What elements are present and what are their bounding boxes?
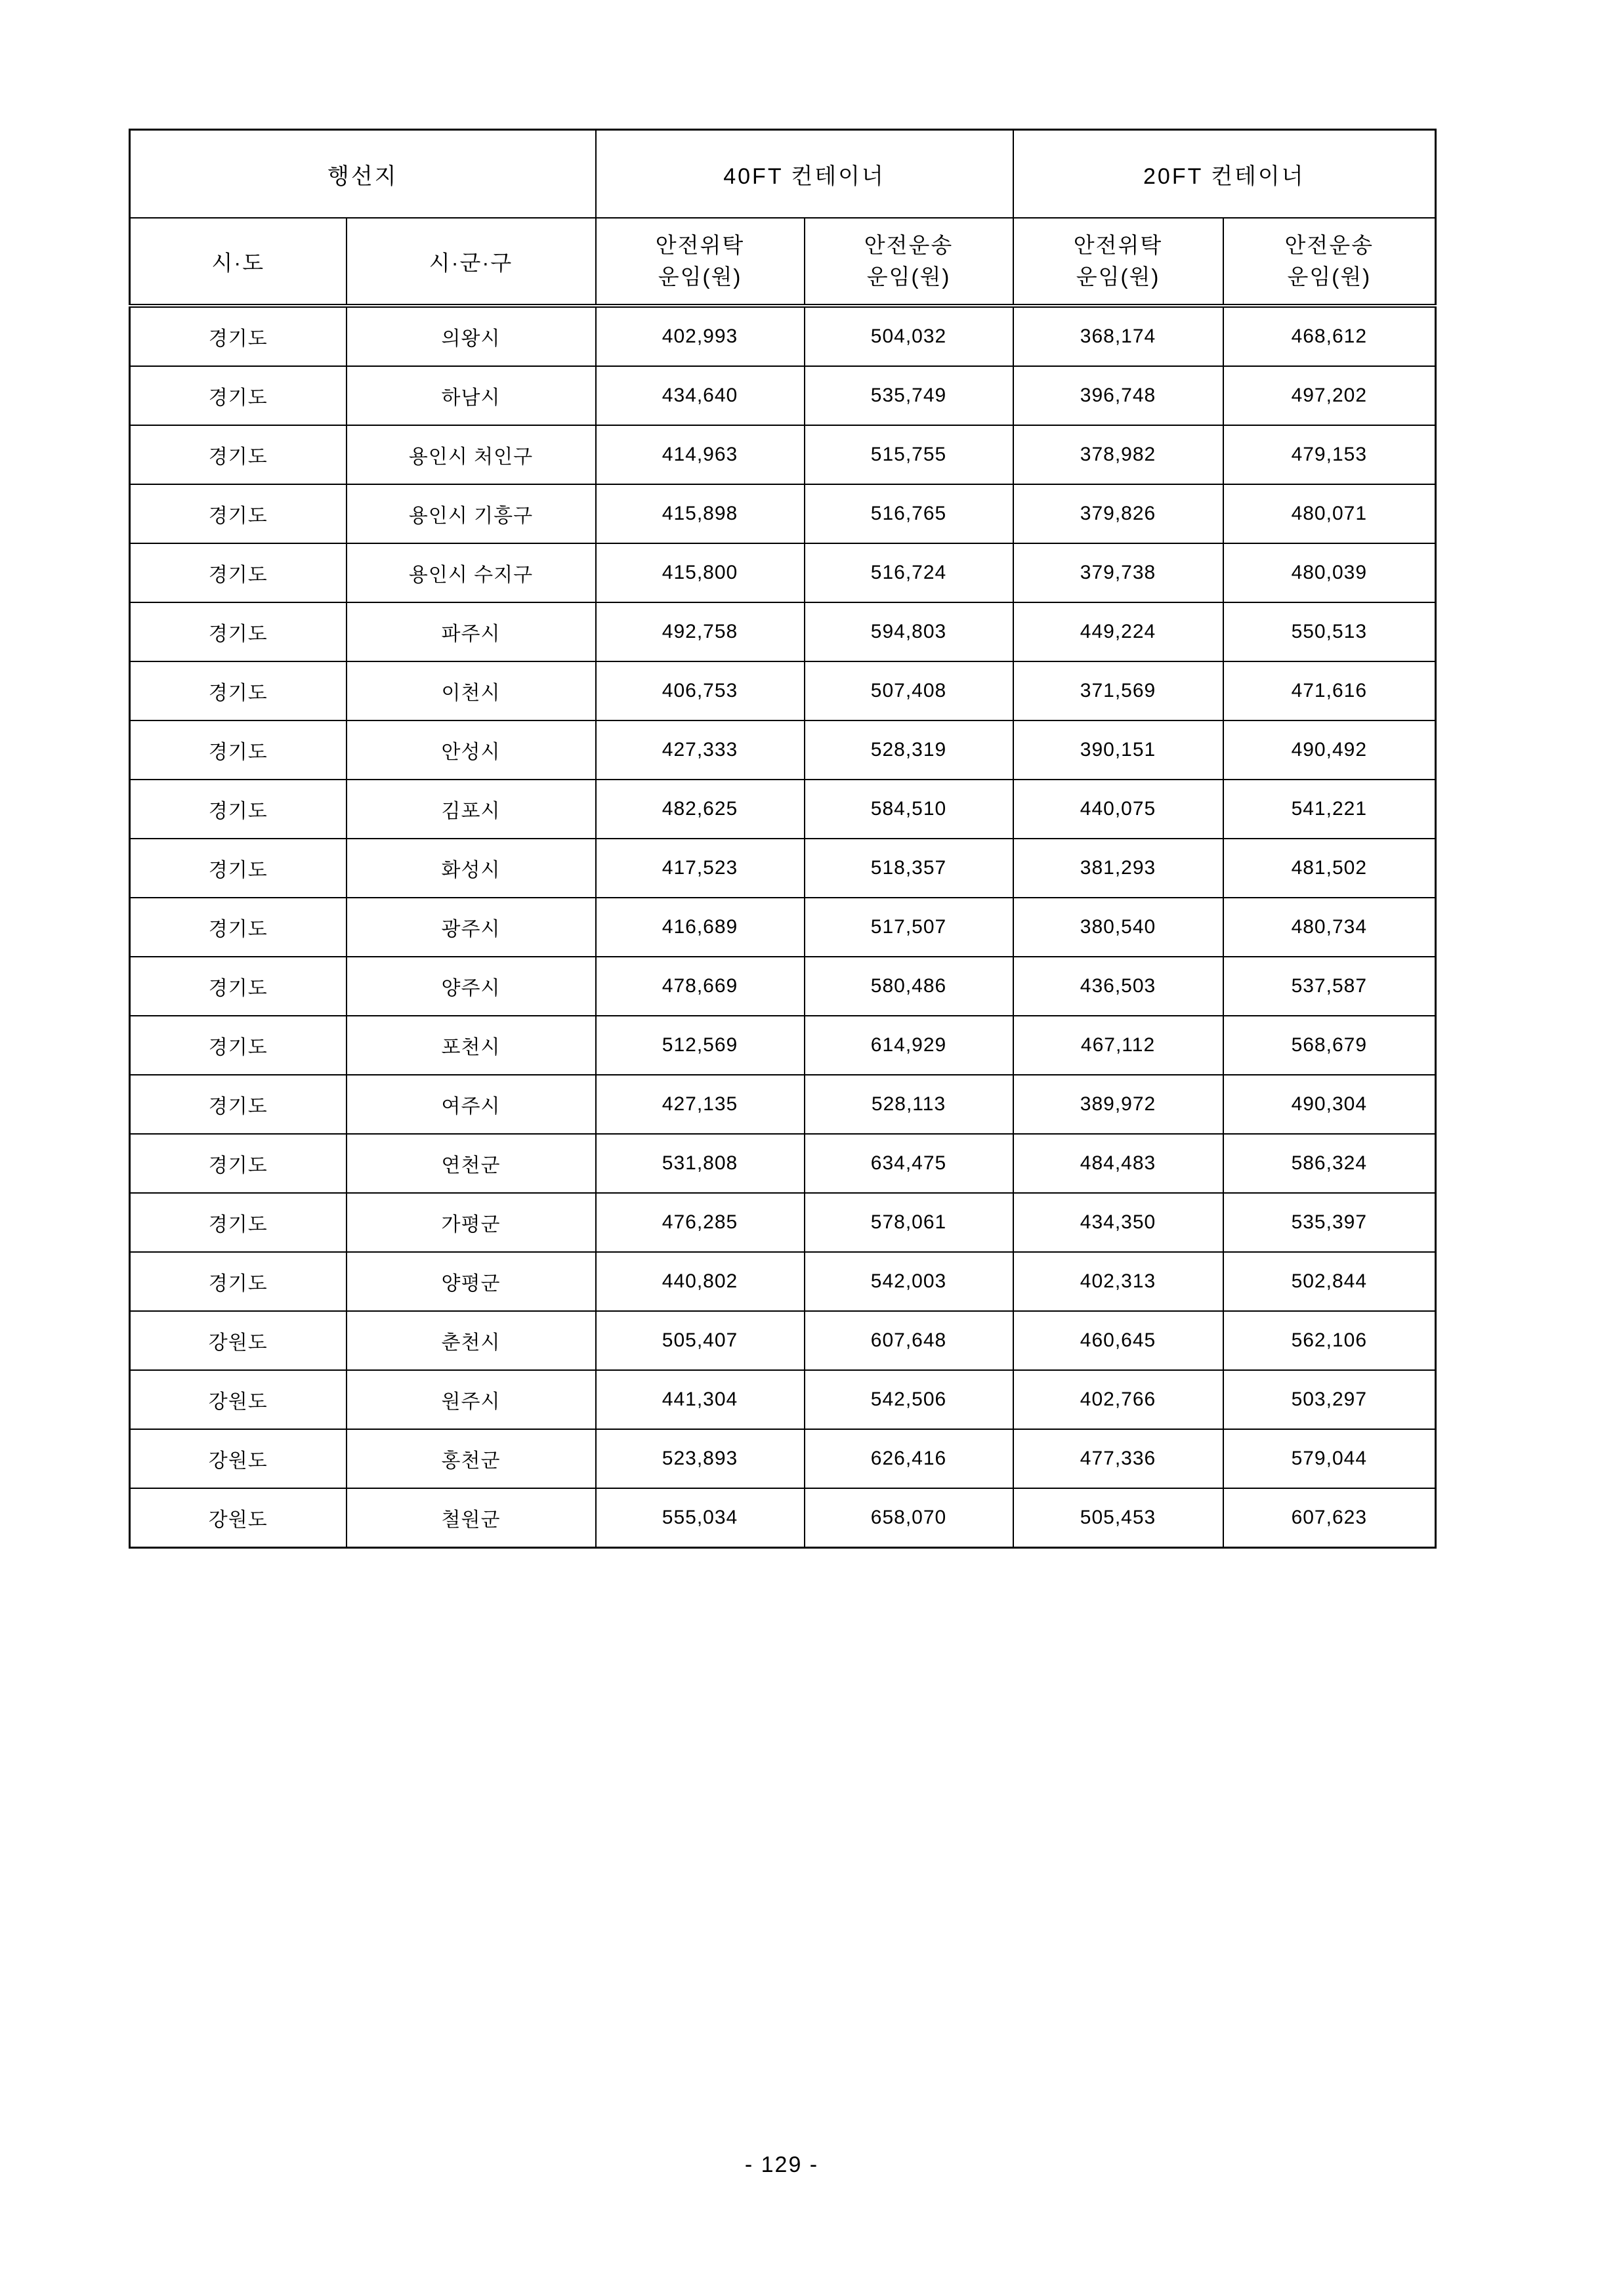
cell-sigungu: 가평군 (347, 1193, 596, 1252)
cell-20ft-transport-fare: 471,616 (1223, 661, 1436, 720)
cell-sigungu: 의왕시 (347, 306, 596, 366)
table-row (130, 780, 1436, 839)
cell-40ft-transport-fare: 634,475 (805, 1134, 1013, 1193)
table-row (130, 425, 1436, 484)
header-consign-label: 안전위탁 (655, 233, 745, 257)
cell-20ft-consign-fare: 381,293 (1013, 839, 1223, 898)
column-header-row (130, 218, 1436, 306)
cell-20ft-transport-fare: 490,304 (1223, 1075, 1436, 1134)
cell-sigungu: 홍천군 (347, 1429, 596, 1488)
cell-40ft-consign-fare: 427,135 (596, 1075, 805, 1134)
table-body (130, 306, 1436, 1548)
cell-20ft-consign-fare: 368,174 (1013, 306, 1223, 366)
cell-40ft-consign-fare: 402,993 (596, 306, 805, 366)
cell-sido: 경기도 (130, 957, 347, 1016)
cell-20ft-transport-fare: 537,587 (1223, 957, 1436, 1016)
cell-sigungu: 안성시 (347, 720, 596, 780)
cell-sigungu: 하남시 (347, 366, 596, 425)
cell-sigungu: 이천시 (347, 661, 596, 720)
cell-sido: 경기도 (130, 661, 347, 720)
cell-20ft-transport-fare: 586,324 (1223, 1134, 1436, 1193)
header-fare-unit-label: 운임(원) (866, 264, 951, 289)
cell-40ft-transport-fare: 517,507 (805, 898, 1013, 957)
cell-sido: 강원도 (130, 1488, 347, 1548)
cell-sido: 경기도 (130, 898, 347, 957)
cell-40ft-transport-fare: 542,003 (805, 1252, 1013, 1311)
cell-sido: 경기도 (130, 780, 347, 839)
cell-40ft-consign-fare: 492,758 (596, 602, 805, 661)
page-number: - 129 - (744, 2152, 819, 2177)
cell-sigungu: 김포시 (347, 780, 596, 839)
table-row (130, 661, 1436, 720)
cell-20ft-consign-fare: 440,075 (1013, 780, 1223, 839)
table-row (130, 1075, 1436, 1134)
cell-40ft-consign-fare: 414,963 (596, 425, 805, 484)
table-row (130, 1488, 1436, 1548)
cell-40ft-transport-fare: 515,755 (805, 425, 1013, 484)
cell-20ft-transport-fare: 468,612 (1223, 306, 1436, 366)
cell-20ft-transport-fare: 541,221 (1223, 780, 1436, 839)
cell-20ft-consign-fare: 389,972 (1013, 1075, 1223, 1134)
cell-40ft-consign-fare: 406,753 (596, 661, 805, 720)
cell-20ft-transport-fare: 490,492 (1223, 720, 1436, 780)
cell-sigungu: 포천시 (347, 1016, 596, 1075)
header-20ft-transport-fare (1223, 218, 1436, 306)
cell-sido: 경기도 (130, 1193, 347, 1252)
cell-sigungu: 광주시 (347, 898, 596, 957)
cell-sido: 경기도 (130, 720, 347, 780)
cell-40ft-transport-fare: 528,319 (805, 720, 1013, 780)
cell-40ft-transport-fare: 594,803 (805, 602, 1013, 661)
header-20ft-container: 20FT 컨테이너 (1013, 130, 1436, 219)
cell-sigungu: 양평군 (347, 1252, 596, 1311)
group-header-row (130, 130, 1436, 219)
header-transport-label: 안전운송 (864, 233, 954, 257)
table-row (130, 1370, 1436, 1429)
header-transport-label: 안전운송 (1284, 233, 1374, 257)
cell-40ft-transport-fare: 528,113 (805, 1075, 1013, 1134)
header-20ft-consign-fare (1013, 218, 1223, 306)
cell-20ft-consign-fare: 484,483 (1013, 1134, 1223, 1193)
cell-40ft-transport-fare: 507,408 (805, 661, 1013, 720)
cell-20ft-transport-fare: 550,513 (1223, 602, 1436, 661)
cell-40ft-consign-fare: 434,640 (596, 366, 805, 425)
cell-40ft-transport-fare: 584,510 (805, 780, 1013, 839)
cell-20ft-transport-fare: 497,202 (1223, 366, 1436, 425)
header-sido: 시·도 (130, 218, 347, 306)
table-row (130, 1134, 1436, 1193)
cell-sido: 경기도 (130, 306, 347, 366)
cell-20ft-transport-fare: 480,734 (1223, 898, 1436, 957)
cell-sido: 경기도 (130, 425, 347, 484)
cell-20ft-transport-fare: 480,039 (1223, 543, 1436, 602)
cell-20ft-consign-fare: 380,540 (1013, 898, 1223, 957)
header-sigungu: 시·군·구 (347, 218, 596, 306)
table-row (130, 898, 1436, 957)
cell-20ft-consign-fare: 436,503 (1013, 957, 1223, 1016)
table-row (130, 1429, 1436, 1488)
cell-20ft-consign-fare: 402,766 (1013, 1370, 1223, 1429)
table-row (130, 1016, 1436, 1075)
table-row (130, 720, 1436, 780)
cell-40ft-consign-fare: 476,285 (596, 1193, 805, 1252)
cell-40ft-consign-fare: 441,304 (596, 1370, 805, 1429)
cell-20ft-consign-fare: 379,826 (1013, 484, 1223, 543)
cell-20ft-consign-fare: 371,569 (1013, 661, 1223, 720)
cell-40ft-transport-fare: 516,724 (805, 543, 1013, 602)
cell-sido: 경기도 (130, 602, 347, 661)
cell-40ft-transport-fare: 516,765 (805, 484, 1013, 543)
table-row (130, 839, 1436, 898)
cell-sido: 경기도 (130, 1134, 347, 1193)
cell-sido: 경기도 (130, 1016, 347, 1075)
cell-20ft-transport-fare: 535,397 (1223, 1193, 1436, 1252)
cell-40ft-consign-fare: 482,625 (596, 780, 805, 839)
cell-sido: 강원도 (130, 1429, 347, 1488)
cell-40ft-transport-fare: 542,506 (805, 1370, 1013, 1429)
table-row (130, 1311, 1436, 1370)
cell-20ft-transport-fare: 480,071 (1223, 484, 1436, 543)
cell-20ft-transport-fare: 479,153 (1223, 425, 1436, 484)
cell-sido: 경기도 (130, 543, 347, 602)
cell-40ft-consign-fare: 415,898 (596, 484, 805, 543)
cell-40ft-transport-fare: 578,061 (805, 1193, 1013, 1252)
cell-40ft-consign-fare: 523,893 (596, 1429, 805, 1488)
cell-40ft-transport-fare: 626,416 (805, 1429, 1013, 1488)
cell-sigungu: 용인시 수지구 (347, 543, 596, 602)
cell-20ft-consign-fare: 379,738 (1013, 543, 1223, 602)
cell-sigungu: 파주시 (347, 602, 596, 661)
cell-sigungu: 화성시 (347, 839, 596, 898)
cell-sigungu: 철원군 (347, 1488, 596, 1548)
cell-40ft-consign-fare: 531,808 (596, 1134, 805, 1193)
cell-sigungu: 원주시 (347, 1370, 596, 1429)
cell-sido: 강원도 (130, 1311, 347, 1370)
cell-40ft-consign-fare: 416,689 (596, 898, 805, 957)
table-row (130, 1193, 1436, 1252)
cell-40ft-consign-fare: 478,669 (596, 957, 805, 1016)
cell-40ft-consign-fare: 440,802 (596, 1252, 805, 1311)
cell-sido: 강원도 (130, 1370, 347, 1429)
cell-40ft-consign-fare: 505,407 (596, 1311, 805, 1370)
cell-20ft-consign-fare: 378,982 (1013, 425, 1223, 484)
cell-40ft-consign-fare: 512,569 (596, 1016, 805, 1075)
cell-20ft-consign-fare: 390,151 (1013, 720, 1223, 780)
cell-sido: 경기도 (130, 366, 347, 425)
cell-40ft-transport-fare: 518,357 (805, 839, 1013, 898)
cell-sigungu: 연천군 (347, 1134, 596, 1193)
cell-20ft-transport-fare: 502,844 (1223, 1252, 1436, 1311)
table-row (130, 543, 1436, 602)
cell-sigungu: 춘천시 (347, 1311, 596, 1370)
header-40ft-transport-fare (805, 218, 1013, 306)
cell-20ft-transport-fare: 579,044 (1223, 1429, 1436, 1488)
cell-40ft-transport-fare: 658,070 (805, 1488, 1013, 1548)
cell-40ft-consign-fare: 427,333 (596, 720, 805, 780)
cell-20ft-consign-fare: 467,112 (1013, 1016, 1223, 1075)
header-destination: 행선지 (130, 130, 596, 219)
cell-20ft-consign-fare: 396,748 (1013, 366, 1223, 425)
cell-20ft-consign-fare: 449,224 (1013, 602, 1223, 661)
cell-40ft-transport-fare: 607,648 (805, 1311, 1013, 1370)
cell-40ft-transport-fare: 535,749 (805, 366, 1013, 425)
cell-40ft-consign-fare: 417,523 (596, 839, 805, 898)
cell-20ft-transport-fare: 562,106 (1223, 1311, 1436, 1370)
cell-20ft-transport-fare: 503,297 (1223, 1370, 1436, 1429)
header-40ft-consign-fare (596, 218, 805, 306)
cell-20ft-consign-fare: 505,453 (1013, 1488, 1223, 1548)
cell-sido: 경기도 (130, 839, 347, 898)
cell-sigungu: 용인시 처인구 (347, 425, 596, 484)
header-fare-unit-label: 운임(원) (1076, 264, 1160, 289)
cell-sido: 경기도 (130, 484, 347, 543)
header-consign-label: 안전위탁 (1073, 233, 1163, 257)
cell-40ft-consign-fare: 415,800 (596, 543, 805, 602)
table-row (130, 957, 1436, 1016)
cell-40ft-transport-fare: 580,486 (805, 957, 1013, 1016)
header-fare-unit-label: 운임(원) (1287, 264, 1372, 289)
cell-40ft-transport-fare: 614,929 (805, 1016, 1013, 1075)
cell-sigungu: 양주시 (347, 957, 596, 1016)
header-40ft-container: 40FT 컨테이너 (596, 130, 1013, 219)
cell-40ft-consign-fare: 555,034 (596, 1488, 805, 1548)
cell-20ft-transport-fare: 481,502 (1223, 839, 1436, 898)
table-row (130, 484, 1436, 543)
cell-20ft-consign-fare: 477,336 (1013, 1429, 1223, 1488)
cell-20ft-consign-fare: 434,350 (1013, 1193, 1223, 1252)
cell-sigungu: 용인시 기흥구 (347, 484, 596, 543)
cell-40ft-transport-fare: 504,032 (805, 306, 1013, 366)
table-row (130, 306, 1436, 366)
cell-20ft-transport-fare: 568,679 (1223, 1016, 1436, 1075)
table-header (130, 130, 1436, 306)
cell-20ft-consign-fare: 460,645 (1013, 1311, 1223, 1370)
table-row (130, 366, 1436, 425)
table-row (130, 1252, 1436, 1311)
cell-sigungu: 여주시 (347, 1075, 596, 1134)
cell-20ft-consign-fare: 402,313 (1013, 1252, 1223, 1311)
header-fare-unit-label: 운임(원) (658, 264, 742, 289)
container-freight-rate-table (129, 129, 1437, 1549)
table-row (130, 602, 1436, 661)
cell-sido: 경기도 (130, 1075, 347, 1134)
cell-20ft-transport-fare: 607,623 (1223, 1488, 1436, 1548)
cell-sido: 경기도 (130, 1252, 347, 1311)
